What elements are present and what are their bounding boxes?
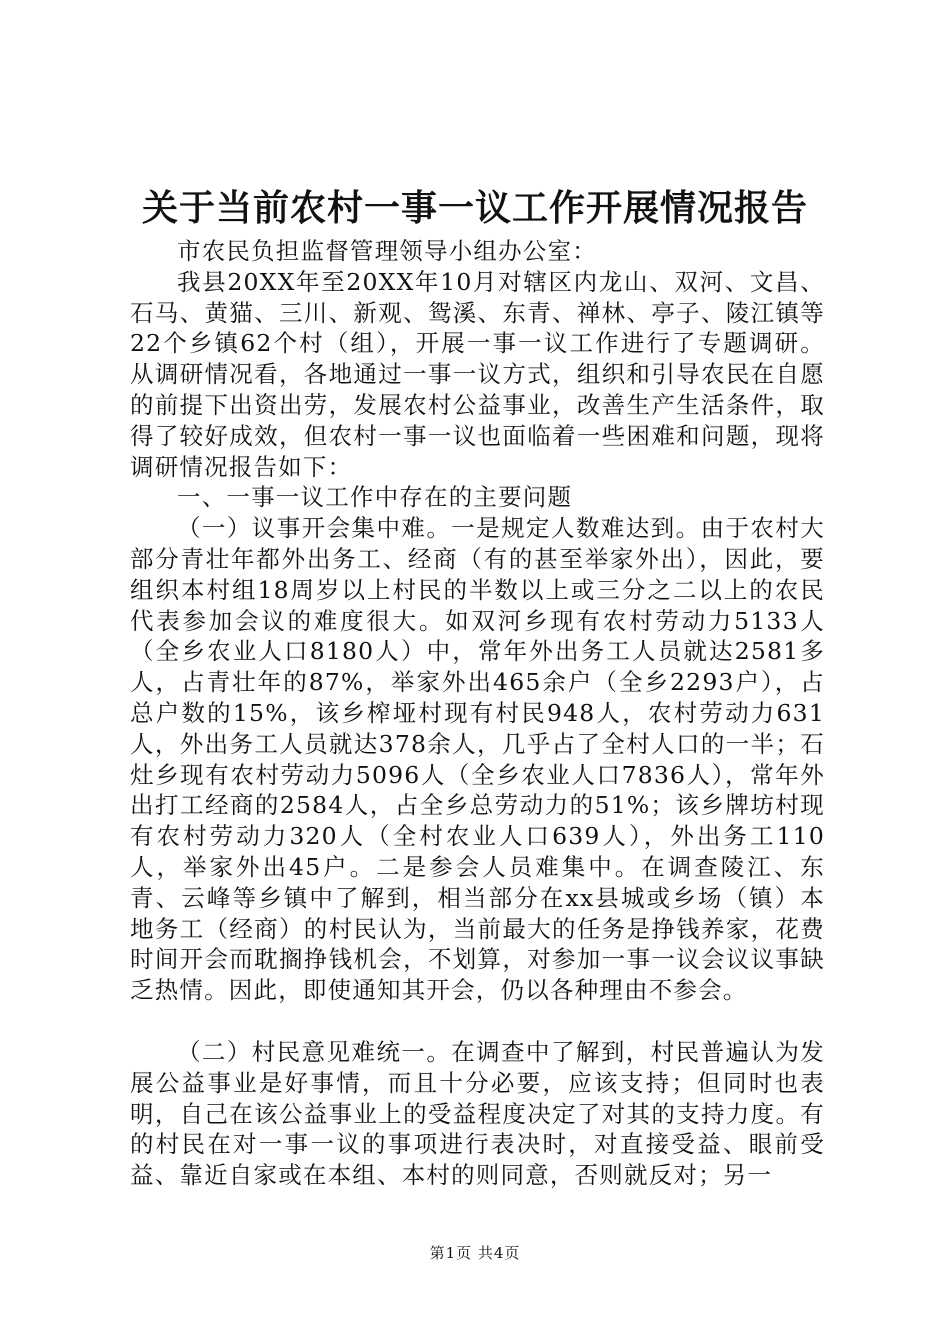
- document-body: [130, 236, 825, 1191]
- salutation-paragraph: 市农民负担监督管理领导小组办公室：: [177, 237, 597, 265]
- document-title: 关于当前农村一事一议工作开展情况报告: [141, 187, 808, 229]
- subsection-1-paragraph: （一）议事开会集中难。一是规定人数难达到。由于农村大部分青壮年都外出务工、经商（有的甚至举家外出），因此，要组织本村组18周岁以上村民的半数以上或三分之二以上的农民代表参加会议的难度很大。如双河乡现有农村劳动力5133人（全乡农业人口8180人）中，常年外出务工人员就达2581多人，占青壮年的87%，举家外出465余户（全乡2293户），占总户数的15%，该乡榨垭村现有村民948人，农村劳动力631人，外出务工人员就达378余人，几乎占了全村人口的一半；石灶乡现有农村劳动力5096人（全乡农业人口7836人），常年外出打工经商的2584人，占全乡总劳动力的51%；该乡牌坊村现有农村劳动力320人（全村农业人口639人），外出务工110人，举家外出45户。二是参会人员难集中。在调查陵江、东青、云峰等乡镇中了解到，相当部分在xx县城或乡场（镇）本地务工（经商）的村民认为，当前最大的任务是挣钱养家，花费时间开会而耽搁挣钱机会，不划算，对参加一事一议会议议事缺乏热情。因此，即使通知其开会，仍以各种理由不参会。: [130, 514, 825, 1005]
- page-number-footer: 第1页 共4页: [429, 1244, 521, 1262]
- section-heading: 一、一事一议工作中存在的主要问题: [177, 483, 573, 512]
- subsection-2-paragraph: （二）村民意见难统一。在调查中了解到，村民普遍认为发展公益事业是好事情，而且十分必要，应该支持；但同时也表明，自己在该公益事业上的受益程度决定了对其的支持力度。有的村民在对一事一议的事项进行表决时，对直接受益、眼前受益、靠近自家或在本组、本村的则同意，否则就反对；另一: [130, 1037, 825, 1190]
- intro-paragraph: 我县20XX年至20XX年10月对辖区内龙山、双河、文昌、石马、黄猫、三川、新观、鸳溪、东青、禅林、亭子、陵江镇等22个乡镇62个村（组），开展一事一议工作进行了专题调研。从调研情况看，各地通过一事一议方式，组织和引导农民在自愿的前提下出资出劳，发展农村公益事业，改善生产生活条件，取得了较好成效，但农村一事一议也面临着一些困难和问题，现将调研情况报告如下：: [130, 267, 825, 481]
